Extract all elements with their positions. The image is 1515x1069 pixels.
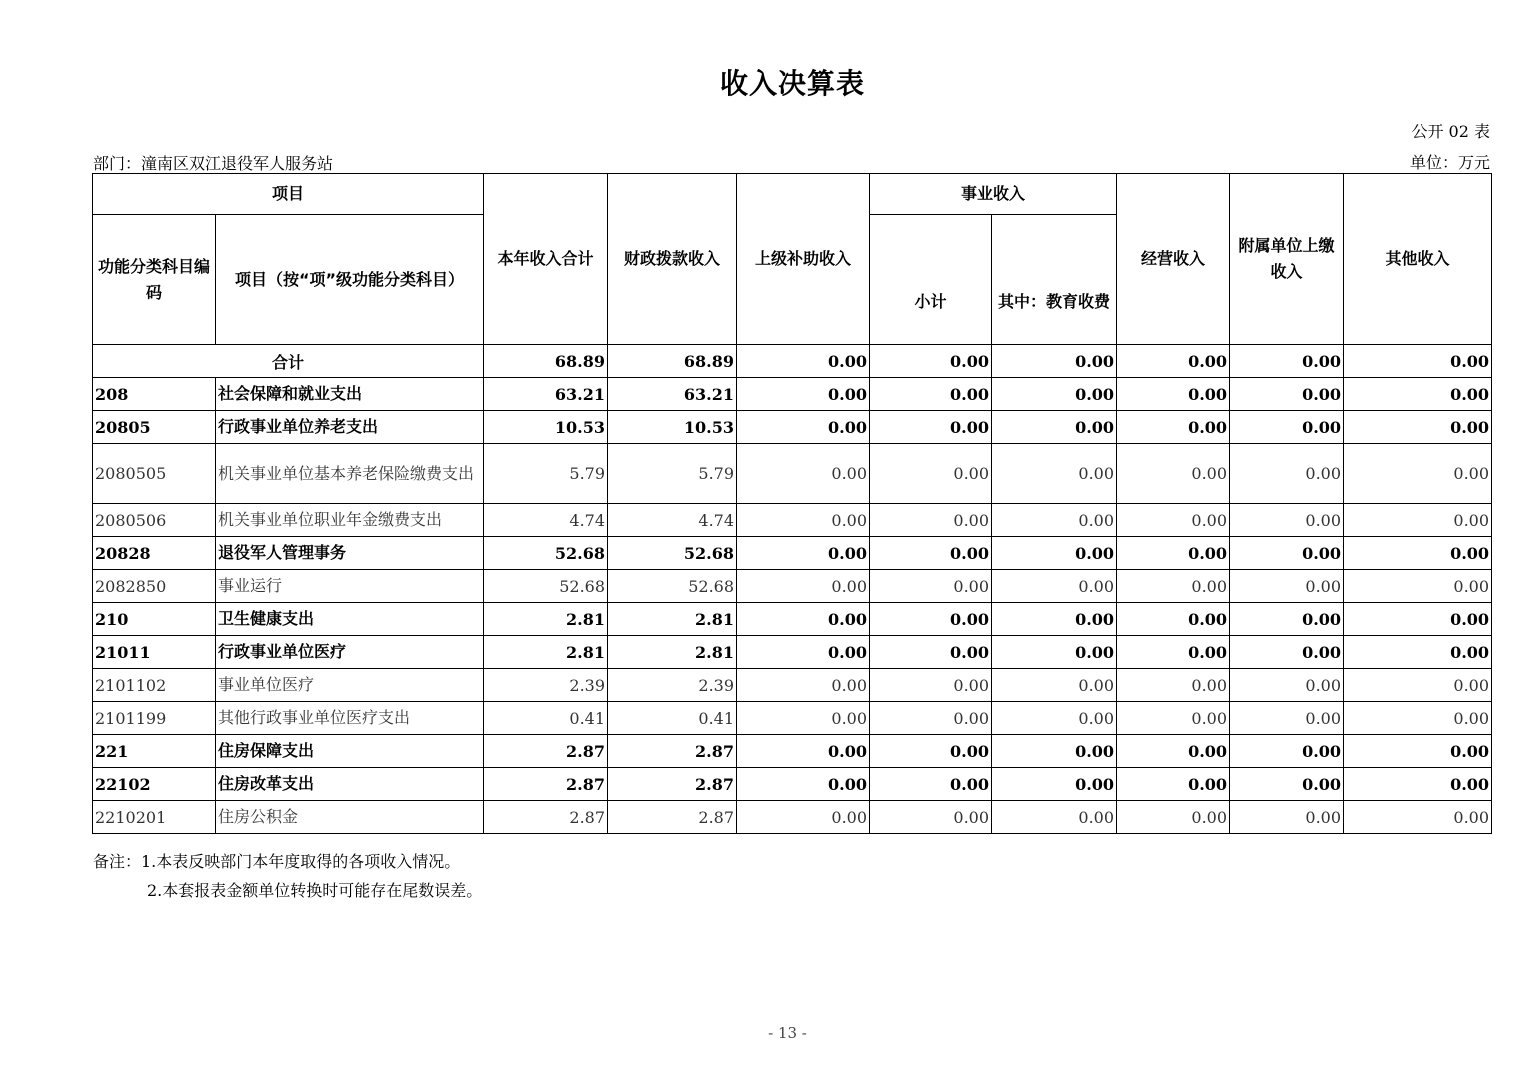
row-value: 52.68 [484,537,608,570]
row-value: 0.00 [992,735,1117,768]
row-value: 0.00 [870,603,992,636]
row-value: 2.81 [608,603,737,636]
header-name: 项目（按“项”级功能分类科目） [216,215,484,345]
department-label: 部门：潼南区双江退役军人服务站 [93,154,334,173]
header-total: 本年收入合计 [484,174,608,345]
row-value: 10.53 [608,411,737,444]
row-value: 0.00 [992,636,1117,669]
row-code: 20805 [93,411,216,444]
row-value: 0.00 [870,636,992,669]
row-value: 4.74 [484,504,608,537]
row-code: 208 [93,378,216,411]
row-value: 0.00 [1344,537,1492,570]
row-value: 0.00 [1117,603,1230,636]
row-value: 0.00 [992,378,1117,411]
row-value: 0.00 [1230,768,1344,801]
row-value: 0.00 [870,669,992,702]
row-value: 0.00 [1117,735,1230,768]
row-value: 0.00 [870,570,992,603]
row-value: 0.00 [992,537,1117,570]
total-cell: 0.00 [737,345,870,378]
row-value: 2.87 [608,801,737,834]
row-name: 退役军人管理事务 [216,537,484,570]
row-value: 0.00 [1230,801,1344,834]
row-value: 0.00 [1230,570,1344,603]
row-value: 0.00 [1344,444,1492,504]
page-title: 收入决算表 [719,67,865,100]
row-value: 0.00 [992,801,1117,834]
row-value: 0.00 [1344,801,1492,834]
row-value: 0.00 [1344,378,1492,411]
header-career-education: 其中：教育收费 [992,215,1117,345]
row-code: 2210201 [93,801,216,834]
header-code: 功能分类科目编码 [93,215,216,345]
row-value: 0.00 [1344,669,1492,702]
header-career-group: 事业收入 [870,174,1117,215]
row-value: 63.21 [484,378,608,411]
row-value: 0.00 [737,801,870,834]
row-name: 机关事业单位职业年金缴费支出 [216,504,484,537]
row-value: 0.00 [1230,537,1344,570]
row-code: 20828 [93,537,216,570]
note-line-2: 2.本套报表金额单位转换时可能存在尾数误差。 [147,881,483,900]
table-row [93,444,1492,504]
row-value: 0.00 [870,768,992,801]
row-value: 0.00 [992,669,1117,702]
header-superior-subsidy: 上级补助收入 [737,174,870,345]
row-value: 63.21 [608,378,737,411]
table-row [93,504,1492,537]
row-value: 0.00 [1230,669,1344,702]
row-value: 10.53 [484,411,608,444]
header-career-subtotal: 小计 [870,215,992,345]
row-value: 0.00 [992,444,1117,504]
table-row [93,669,1492,702]
note-line-1: 备注：1.本表反映部门本年度取得的各项收入情况。 [93,852,461,871]
row-name: 住房保障支出 [216,735,484,768]
row-code: 21011 [93,636,216,669]
row-value: 0.00 [737,570,870,603]
row-value: 0.00 [1117,444,1230,504]
total-cell: 0.00 [870,345,992,378]
table-row [93,636,1492,669]
row-value: 2.39 [484,669,608,702]
row-value: 5.79 [484,444,608,504]
row-value: 0.00 [1117,768,1230,801]
row-value: 0.00 [1230,735,1344,768]
row-value: 0.00 [1230,444,1344,504]
row-value: 0.00 [1344,702,1492,735]
row-value: 0.00 [1117,378,1230,411]
row-value: 0.00 [870,411,992,444]
notes [93,847,482,905]
row-value: 0.00 [1230,636,1344,669]
table-row [93,801,1492,834]
row-code: 2101199 [93,702,216,735]
row-value: 52.68 [484,570,608,603]
total-label: 合计 [93,345,484,378]
row-value: 0.00 [992,603,1117,636]
total-cell: 0.00 [1230,345,1344,378]
row-value: 0.00 [992,411,1117,444]
row-value: 0.00 [1230,504,1344,537]
row-value: 2.81 [608,636,737,669]
row-value: 0.00 [1117,504,1230,537]
row-name: 行政事业单位养老支出 [216,411,484,444]
total-row [93,345,1492,378]
table-row [93,570,1492,603]
row-name: 住房公积金 [216,801,484,834]
table-row [93,702,1492,735]
row-value: 0.00 [1117,702,1230,735]
row-value: 0.00 [737,636,870,669]
row-value: 0.00 [870,504,992,537]
row-value: 0.00 [1117,669,1230,702]
header-other: 其他收入 [1344,174,1492,345]
row-value: 2.87 [484,735,608,768]
table-row [93,603,1492,636]
row-value: 52.68 [608,570,737,603]
table-row [93,378,1492,411]
row-value: 0.00 [992,504,1117,537]
row-value: 2.87 [608,768,737,801]
row-value: 0.00 [737,603,870,636]
row-value: 2.81 [484,603,608,636]
row-value: 0.00 [1117,570,1230,603]
row-code: 210 [93,603,216,636]
row-value: 2.87 [484,768,608,801]
row-code: 2101102 [93,669,216,702]
row-value: 0.00 [737,378,870,411]
row-value: 0.00 [737,411,870,444]
row-value: 0.00 [737,669,870,702]
table-row [93,537,1492,570]
row-value: 0.00 [737,537,870,570]
row-value: 0.00 [1344,411,1492,444]
row-value: 2.81 [484,636,608,669]
total-cell: 68.89 [608,345,737,378]
row-value: 0.00 [992,702,1117,735]
row-value: 0.00 [1117,801,1230,834]
row-value: 4.74 [608,504,737,537]
row-value: 0.00 [1344,570,1492,603]
row-value: 0.00 [737,735,870,768]
row-value: 0.00 [870,378,992,411]
row-value: 0.00 [870,444,992,504]
table-row [93,768,1492,801]
row-value: 0.00 [870,702,992,735]
row-name: 事业单位医疗 [216,669,484,702]
total-cell: 0.00 [992,345,1117,378]
row-name: 行政事业单位医疗 [216,636,484,669]
row-value: 0.00 [1117,537,1230,570]
row-name: 机关事业单位基本养老保险缴费支出 [216,444,484,504]
row-value: 0.41 [484,702,608,735]
row-value: 0.00 [992,768,1117,801]
row-value: 0.00 [1117,411,1230,444]
row-code: 2080505 [93,444,216,504]
row-name: 住房改革支出 [216,768,484,801]
row-value: 0.00 [737,444,870,504]
table-row [93,411,1492,444]
row-value: 0.00 [870,735,992,768]
income-table [92,173,1492,834]
row-value: 0.41 [608,702,737,735]
row-value: 2.39 [608,669,737,702]
unit-label: 单位：万元 [1409,153,1490,172]
total-cell: 0.00 [1344,345,1492,378]
row-value: 2.87 [608,735,737,768]
row-value: 0.00 [1344,768,1492,801]
row-value: 0.00 [870,537,992,570]
header-business: 经营收入 [1117,174,1230,345]
row-value: 0.00 [1230,378,1344,411]
row-value: 0.00 [1344,504,1492,537]
page-number: - 13 - [768,1024,807,1042]
row-value: 0.00 [737,768,870,801]
row-value: 0.00 [737,702,870,735]
header-fiscal: 财政拨款收入 [608,174,737,345]
row-value: 0.00 [1230,603,1344,636]
row-value: 0.00 [1117,636,1230,669]
row-name: 事业运行 [216,570,484,603]
row-value: 0.00 [1230,702,1344,735]
row-value: 0.00 [870,801,992,834]
row-code: 2080506 [93,504,216,537]
header-affiliated: 附属单位上缴收入 [1230,174,1344,345]
total-cell: 68.89 [484,345,608,378]
row-value: 0.00 [1344,735,1492,768]
row-value: 0.00 [1344,636,1492,669]
row-value: 0.00 [737,504,870,537]
header-item-group: 项目 [93,174,484,215]
row-code: 2082850 [93,570,216,603]
row-value: 0.00 [1344,603,1492,636]
row-code: 221 [93,735,216,768]
form-number: 公开 02 表 [1411,122,1490,141]
row-name: 社会保障和就业支出 [216,378,484,411]
row-value: 0.00 [992,570,1117,603]
row-name: 卫生健康支出 [216,603,484,636]
row-name: 其他行政事业单位医疗支出 [216,702,484,735]
total-cell: 0.00 [1117,345,1230,378]
row-value: 0.00 [1230,411,1344,444]
table-row [93,735,1492,768]
row-value: 2.87 [484,801,608,834]
row-value: 52.68 [608,537,737,570]
row-value: 5.79 [608,444,737,504]
row-code: 22102 [93,768,216,801]
